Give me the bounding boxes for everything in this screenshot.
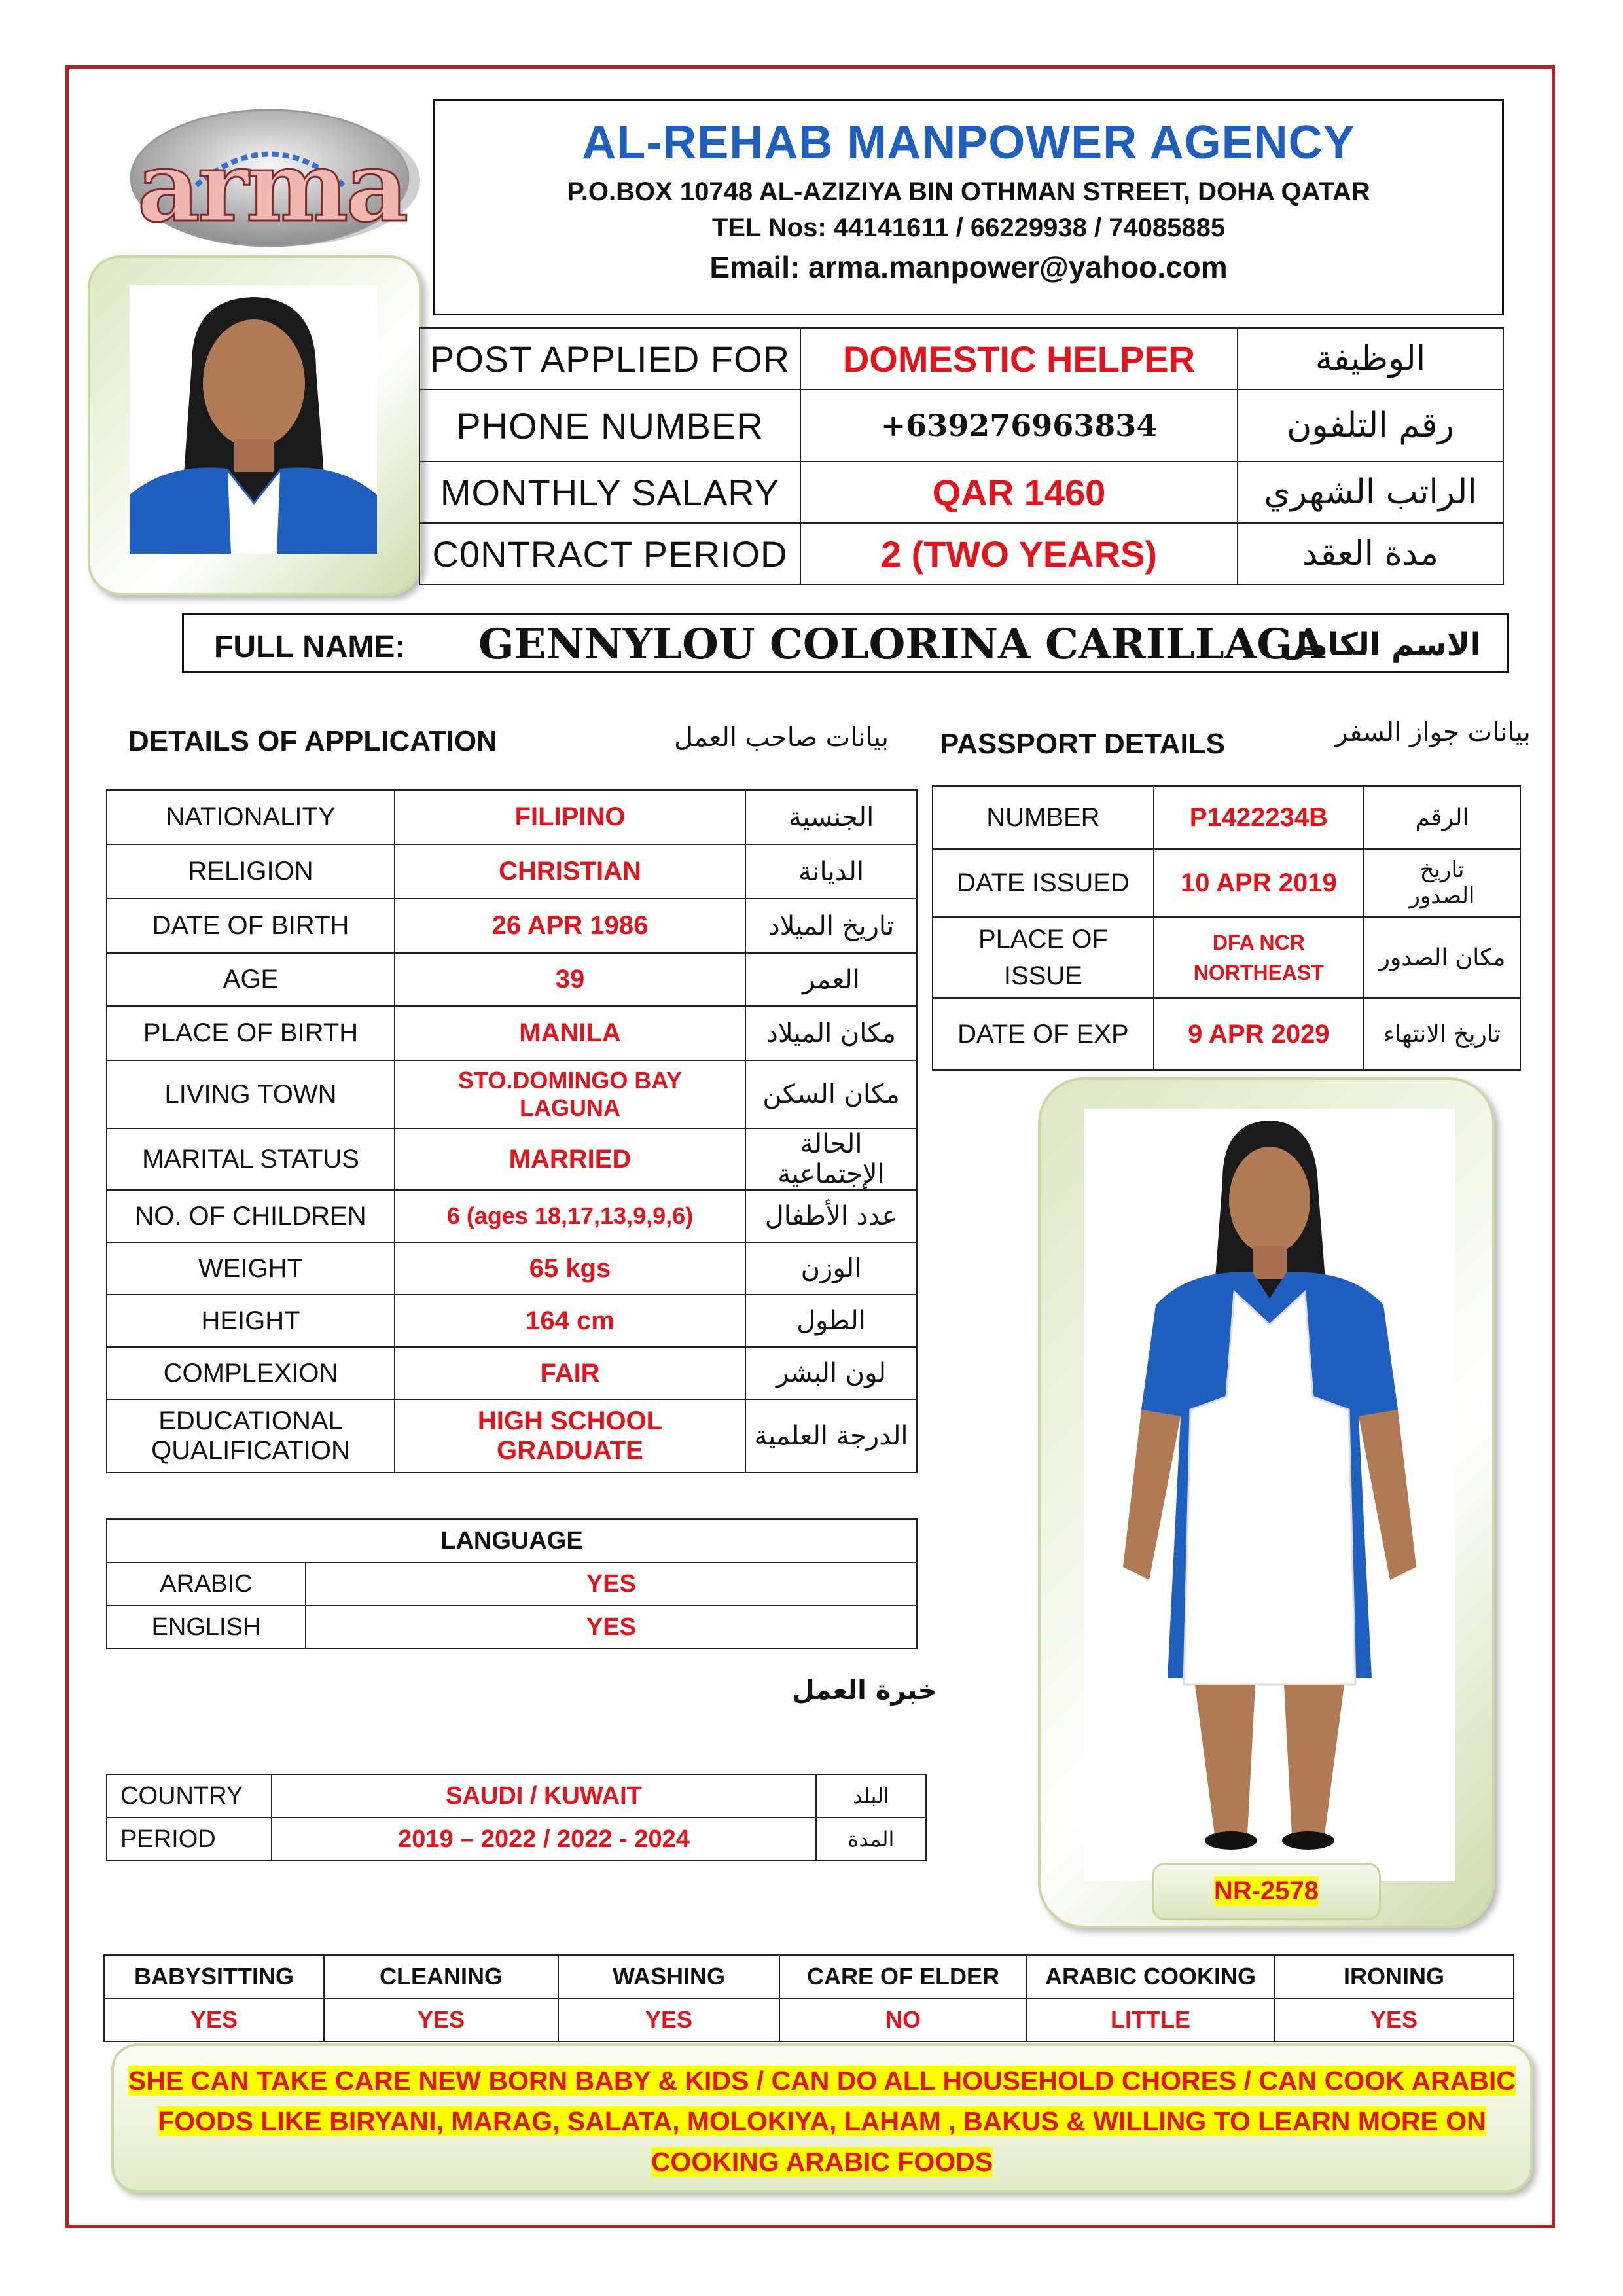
post-table bbox=[419, 327, 1504, 585]
table-row bbox=[104, 1955, 1514, 1998]
religion-value: CHRISTIAN bbox=[395, 844, 745, 899]
nationality-arabic: الجنسية bbox=[745, 790, 917, 844]
language-english-value: YES bbox=[306, 1605, 917, 1649]
children-arabic: عدد الأطفال bbox=[745, 1190, 917, 1242]
agency-name: AL-REHAB MANPOWER AGENCY bbox=[582, 117, 1355, 169]
experience-country-value: SAUDI / KUWAIT bbox=[272, 1774, 816, 1818]
height-value: 164 cm bbox=[395, 1295, 745, 1347]
contract-arabic: مدة العقد bbox=[1238, 523, 1503, 584]
phone-label: PHONE NUMBER bbox=[419, 389, 800, 461]
skill-name: CARE OF ELDER bbox=[779, 1955, 1027, 1998]
experience-country-label: COUNTRY bbox=[107, 1774, 272, 1818]
table-row bbox=[419, 461, 1503, 523]
passport-table bbox=[932, 785, 1521, 1071]
passport-place-arabic: مكان الصدور bbox=[1364, 917, 1520, 998]
note-line: SHE CAN TAKE CARE NEW BORN BABY & KIDS / CAN DO ALL HOUSEHOLD CHORES / CAN COOK ARABIC bbox=[128, 2066, 1516, 2096]
skill-value: NO bbox=[779, 1998, 1027, 2041]
religion-label: RELIGION bbox=[107, 844, 395, 899]
headshot-photo bbox=[130, 285, 377, 554]
table-row bbox=[107, 953, 917, 1006]
passport-title-arabic: بيانات جواز السفر bbox=[1335, 717, 1531, 747]
logo-text: arma bbox=[137, 130, 406, 243]
table-row bbox=[107, 790, 917, 844]
experience-country-arabic: البلد bbox=[816, 1774, 926, 1818]
marital-arabic: الحالة الإجتماعية bbox=[745, 1128, 917, 1190]
experience-period-value: 2019 – 2022 / 2022 - 2024 bbox=[272, 1818, 816, 1861]
note-line: COOKING ARABIC FOODS bbox=[651, 2147, 993, 2177]
language-arabic-value: YES bbox=[306, 1562, 917, 1605]
details-table bbox=[106, 789, 918, 1473]
language-english-label: ENGLISH bbox=[107, 1605, 306, 1649]
passport-place-value: DFA NCR NORTHEAST bbox=[1154, 917, 1364, 998]
passport-number-value: P1422234B bbox=[1154, 786, 1364, 849]
details-title: DETAILS OF APPLICATION bbox=[128, 725, 497, 757]
skill-value: YES bbox=[104, 1998, 324, 2041]
education-value: HIGH SCHOOL GRADUATE bbox=[395, 1399, 745, 1473]
agency-header bbox=[433, 99, 1504, 315]
table-row bbox=[107, 1006, 917, 1060]
children-label: NO. OF CHILDREN bbox=[107, 1190, 395, 1242]
experience-table bbox=[106, 1774, 927, 1861]
full-body-photo bbox=[1084, 1109, 1455, 1881]
table-row bbox=[419, 523, 1503, 584]
marital-label: MARITAL STATUS bbox=[107, 1128, 395, 1190]
weight-label: WEIGHT bbox=[107, 1242, 395, 1295]
reference-tag bbox=[1152, 1863, 1381, 1920]
salary-value: QAR 1460 bbox=[800, 461, 1238, 523]
living-town-label: LIVING TOWN bbox=[107, 1060, 395, 1128]
weight-value: 65 kgs bbox=[395, 1242, 745, 1295]
reference-number: NR-2578 bbox=[1213, 1876, 1319, 1905]
full-name-box bbox=[182, 613, 1509, 673]
height-arabic: الطول bbox=[745, 1295, 917, 1347]
age-label: AGE bbox=[107, 953, 395, 1006]
experience-title: خبرة العمل bbox=[792, 1676, 937, 1706]
table-row bbox=[107, 1128, 917, 1190]
birthplace-arabic: مكان الميلاد bbox=[745, 1006, 917, 1060]
skill-name: CLEANING bbox=[324, 1955, 558, 1998]
education-label: EDUCATIONAL QUALIFICATION bbox=[107, 1399, 395, 1473]
passport-expiry-arabic: تاريخ الانتهاء bbox=[1364, 998, 1520, 1070]
religion-arabic: الديانة bbox=[745, 844, 917, 899]
children-value: 6 (ages 18,17,13,9,9,6) bbox=[395, 1190, 745, 1242]
marital-value: MARRIED bbox=[395, 1128, 745, 1190]
skill-value: LITTLE bbox=[1027, 1998, 1274, 2041]
full-body-photo-frame bbox=[1038, 1077, 1495, 1928]
table-row bbox=[107, 1774, 926, 1818]
skill-name: BABYSITTING bbox=[104, 1955, 324, 1998]
skills-table bbox=[103, 1954, 1514, 2042]
full-name-arabic: الاسم الكامل bbox=[1280, 626, 1481, 663]
nationality-value: FILIPINO bbox=[395, 790, 745, 844]
birthplace-value: MANILA bbox=[395, 1006, 745, 1060]
table-row bbox=[107, 1242, 917, 1295]
table-row bbox=[933, 849, 1520, 917]
table-row bbox=[419, 389, 1503, 461]
language-table bbox=[106, 1518, 918, 1649]
table-row bbox=[107, 1605, 917, 1649]
skill-value: YES bbox=[1274, 1998, 1514, 2041]
post-arabic: الوظيفة bbox=[1238, 328, 1503, 389]
birthplace-label: PLACE OF BIRTH bbox=[107, 1006, 395, 1060]
table-row bbox=[107, 1295, 917, 1347]
experience-period-arabic: المدة bbox=[816, 1818, 926, 1861]
table-row bbox=[419, 328, 1503, 389]
passport-expiry-label: DATE OF EXP bbox=[933, 998, 1154, 1070]
phone-arabic: رقم التلفون bbox=[1238, 389, 1503, 461]
passport-expiry-value: 9 APR 2029 bbox=[1154, 998, 1364, 1070]
passport-place-label: PLACE OF ISSUE bbox=[933, 917, 1154, 998]
language-title: LANGUAGE bbox=[107, 1519, 917, 1562]
agency-address: P.O.BOX 10748 AL-AZIZIYA BIN OTHMAN STREET, DOHA QATAR bbox=[567, 177, 1370, 206]
full-name-value: GENNYLOU COLORINA CARILLAGA bbox=[478, 620, 1325, 669]
table-row bbox=[933, 998, 1520, 1070]
table-row bbox=[107, 1399, 917, 1473]
nationality-label: NATIONALITY bbox=[107, 790, 395, 844]
agency-tel: TEL Nos: 44141611 / 66229938 / 74085885 bbox=[711, 213, 1226, 242]
age-value: 39 bbox=[395, 953, 745, 1006]
contract-label: C0NTRACT PERIOD bbox=[419, 523, 800, 584]
note-line: FOODS LIKE BIRYANI, MARAG, SALATA, MOLOKIYA, LAHAM , BAKUS & WILLING TO LEARN MORE ON bbox=[158, 2106, 1486, 2136]
table-row bbox=[107, 1519, 917, 1562]
language-arabic-label: ARABIC bbox=[107, 1562, 306, 1605]
table-row bbox=[107, 1190, 917, 1242]
passport-issued-arabic: تاريخ الصدور bbox=[1364, 849, 1520, 917]
skill-value: YES bbox=[558, 1998, 779, 2041]
table-row bbox=[107, 844, 917, 899]
passport-issued-value: 10 APR 2019 bbox=[1154, 849, 1364, 917]
weight-arabic: الوزن bbox=[745, 1242, 917, 1295]
agency-email: Email: arma.manpower@yahoo.com bbox=[709, 250, 1228, 284]
complexion-arabic: لون البشر bbox=[745, 1347, 917, 1399]
skill-value: YES bbox=[324, 1998, 558, 2041]
post-value: DOMESTIC HELPER bbox=[800, 328, 1238, 389]
passport-number-label: NUMBER bbox=[933, 786, 1154, 849]
details-title-arabic: بيانات صاحب العمل bbox=[674, 723, 889, 753]
complexion-value: FAIR bbox=[395, 1347, 745, 1399]
living-town-value: STO.DOMINGO BAY LAGUNA bbox=[395, 1060, 745, 1128]
post-label: POST APPLIED FOR bbox=[419, 328, 800, 389]
table-row bbox=[107, 1347, 917, 1399]
complexion-label: COMPLEXION bbox=[107, 1347, 395, 1399]
contract-value: 2 (TWO YEARS) bbox=[800, 523, 1238, 584]
dob-label: DATE OF BIRTH bbox=[107, 899, 395, 953]
table-row bbox=[107, 899, 917, 953]
passport-issued-label: DATE ISSUED bbox=[933, 849, 1154, 917]
table-row bbox=[107, 1562, 917, 1605]
dob-value: 26 APR 1986 bbox=[395, 899, 745, 953]
age-arabic: العمر bbox=[745, 953, 917, 1006]
table-row bbox=[107, 1060, 917, 1128]
headshot-frame bbox=[88, 255, 421, 596]
table-row bbox=[104, 1998, 1514, 2041]
height-label: HEIGHT bbox=[107, 1295, 395, 1347]
skill-name: ARABIC COOKING bbox=[1027, 1955, 1274, 1998]
living-town-arabic: مكان السكن bbox=[745, 1060, 917, 1128]
table-row bbox=[933, 917, 1520, 998]
table-row bbox=[107, 1818, 926, 1861]
passport-title: PASSPORT DETAILS bbox=[940, 728, 1225, 760]
table-row bbox=[933, 786, 1520, 849]
experience-period-label: PERIOD bbox=[107, 1818, 272, 1861]
skill-name: WASHING bbox=[558, 1955, 779, 1998]
phone-value: +639276963834 bbox=[800, 389, 1238, 461]
dob-arabic: تاريخ الميلاد bbox=[745, 899, 917, 953]
salary-label: MONTHLY SALARY bbox=[419, 461, 800, 523]
skill-name: IRONING bbox=[1274, 1955, 1514, 1998]
notes-box bbox=[111, 2043, 1533, 2193]
education-arabic: الدرجة العلمية bbox=[745, 1399, 917, 1473]
agency-logo bbox=[118, 103, 425, 260]
passport-number-arabic: الرقم bbox=[1364, 786, 1520, 849]
salary-arabic: الراتب الشهري bbox=[1238, 461, 1503, 523]
full-name-label: FULL NAME: bbox=[214, 630, 406, 664]
